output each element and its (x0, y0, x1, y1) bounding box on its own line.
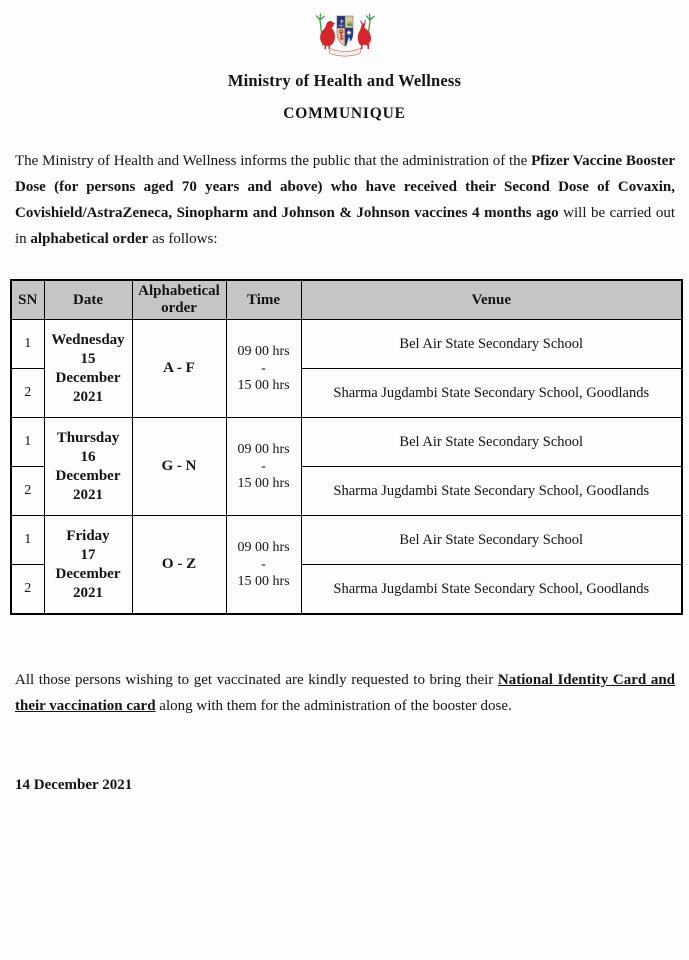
notice-text-2: along with them for the administration of the booster dose. (155, 698, 512, 714)
column-header-venue: Venue (301, 280, 682, 320)
crest-container (0, 0, 689, 63)
time-line: 15 00 hrs (237, 476, 290, 491)
time-line: 09 00 hrs (237, 540, 290, 555)
date-line: 17 (80, 546, 96, 563)
sn-cell: 1 (11, 418, 44, 467)
column-header-sn: SN (11, 280, 44, 320)
venue-cell: Sharma Jugdambi State Secondary School, Goodlands (301, 369, 682, 418)
date-line: December (55, 369, 121, 386)
table-row (11, 418, 682, 467)
sn-cell: 2 (11, 565, 44, 615)
time-cell (226, 418, 301, 516)
time-line: 15 00 hrs (237, 378, 290, 393)
column-header-date: Date (44, 280, 132, 320)
date-line: 16 (80, 448, 96, 465)
intro-text-2: will be carried out in (15, 205, 675, 247)
sn-cell: 2 (11, 467, 44, 516)
alphabetical-order-cell: G - N (132, 418, 226, 516)
vaccination-schedule-table (10, 279, 683, 615)
intro-bold-2: alphabetical order (30, 231, 149, 247)
date-line: Thursday (56, 429, 120, 446)
venue-cell: Sharma Jugdambi State Secondary School, Goodlands (301, 467, 682, 516)
sn-cell: 1 (11, 516, 44, 565)
date-line: Wednesday (51, 331, 125, 348)
ministry-title: Ministry of Health and Wellness (227, 71, 462, 90)
date-cell (44, 320, 132, 418)
notice-paragraph (15, 667, 675, 719)
date-line: December (55, 467, 121, 484)
alphabetical-order-cell: O - Z (132, 516, 226, 615)
notice-text-1: All those persons wishing to get vaccinated are kindly requested to bring their (15, 672, 498, 688)
intro-text-3: as follows: (148, 231, 218, 247)
time-line: 15 00 hrs (237, 574, 290, 589)
time-line: 09 00 hrs (237, 442, 290, 457)
table-row (11, 516, 682, 565)
date-line: 2021 (73, 584, 103, 601)
time-cell (226, 516, 301, 615)
venue-cell: Bel Air State Secondary School (301, 320, 682, 369)
date-line: 15 (80, 350, 96, 367)
date-line: December (55, 565, 121, 582)
sn-cell: 1 (11, 320, 44, 369)
notice-bold-underline: National Identity Card and their vaccination card (15, 672, 676, 714)
date-line: Friday (66, 527, 110, 544)
intro-paragraph (15, 148, 675, 252)
table-row (11, 320, 682, 369)
alphabetical-order-cell: A - F (132, 320, 226, 418)
column-header-alphabetical-order: Alphabetical order (132, 280, 226, 320)
coat-of-arms-icon (312, 8, 378, 58)
date-cell (44, 418, 132, 516)
venue-cell: Sharma Jugdambi State Secondary School, Goodlands (301, 565, 682, 615)
intro-text-1: The Ministry of Health and Wellness informs the public that the administration of the (15, 153, 532, 169)
intro-bold-1: Pfizer Vaccine Booster Dose (for persons aged 70 years and above) who have received their Second Dose of Covaxin, Covishield/AstraZeneca, Sinopharm and Johnson & Johnson vaccines 4 months ago (15, 153, 675, 221)
time-line: - (261, 557, 266, 572)
time-line: - (261, 459, 266, 474)
venue-cell: Bel Air State Secondary School (301, 516, 682, 565)
sn-cell: 2 (11, 369, 44, 418)
date-line: 2021 (73, 486, 103, 503)
date-cell (44, 516, 132, 615)
time-cell (226, 320, 301, 418)
time-line: - (261, 361, 266, 376)
table-header-row (11, 280, 682, 320)
column-header-time: Time (226, 280, 301, 320)
venue-cell: Bel Air State Secondary School (301, 418, 682, 467)
date-line: 2021 (73, 388, 103, 405)
document-date: 14 December 2021 (15, 777, 133, 793)
time-line: 09 00 hrs (237, 344, 290, 359)
communique-heading: COMMUNIQUE (283, 105, 406, 122)
